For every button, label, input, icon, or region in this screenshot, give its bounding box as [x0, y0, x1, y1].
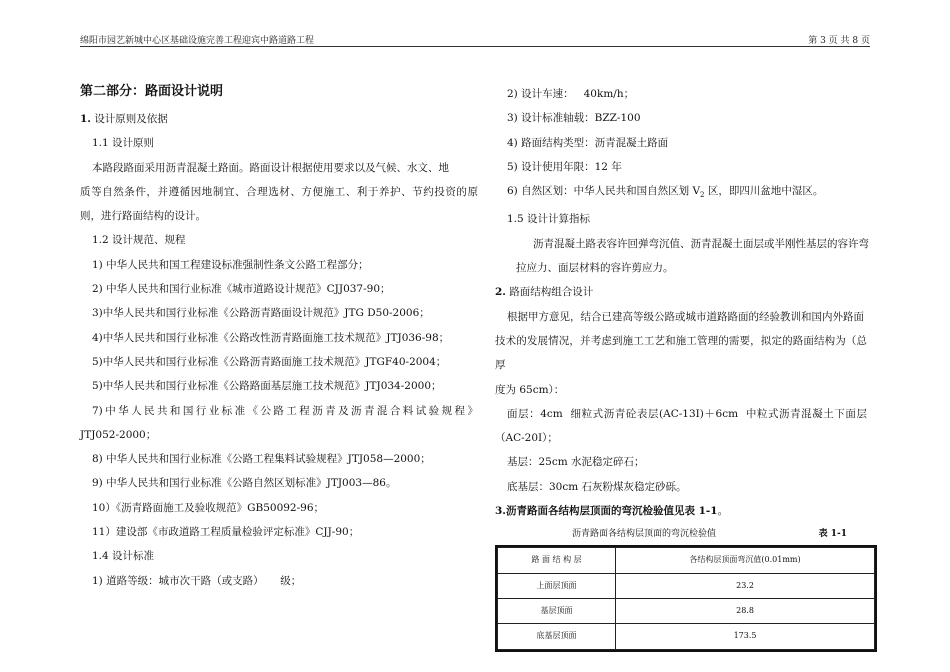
spec-item: 1) 中华人民共和国工程建设标准强制性条文公路工程部分；	[92, 258, 369, 271]
standard-item-2: 2) 设计车速： 40km/h；	[507, 88, 635, 100]
standard-item-6-subscript: 2	[700, 191, 705, 200]
header-project-title: 绵阳市园艺新城中心区基础设施完善工程迎宾中路道路工程	[80, 36, 315, 46]
spec-item-7-line-2: JTJ052-2000；	[80, 428, 157, 441]
surface-layer-line-1: 面层：4cm 细粒式沥青砼表层(AC-13I)＋6cm 中粒式沥青混凝土下面层	[507, 407, 867, 420]
section-2-number: 2.	[495, 286, 506, 299]
spec-item-8: 8) 中华人民共和国行业标准《公路工程集料试验规程》JTJ058—2000；	[92, 453, 431, 466]
page-header	[80, 33, 870, 47]
spec-item-9: 9) 中华人民共和国行业标准《公路自然区划标准》JTJ003—86。	[92, 477, 397, 490]
table-header-cell: 路 面 结 构 层	[498, 548, 616, 573]
standard-item-5: 5) 设计使用年限：12 年	[507, 160, 622, 173]
section-3-heading	[495, 499, 867, 523]
subbase-layer: 底基层：30cm 石灰粉煤灰稳定砂砾。	[507, 480, 687, 493]
header-rule	[80, 46, 870, 47]
left-column	[80, 80, 478, 593]
table-header-cell: 各结构层顶面弯沉值(0.01mm)	[616, 548, 875, 573]
subsection-1-5: 1.5 设计计算指标	[507, 213, 591, 226]
base-layer: 基层：25cm 水泥稳定碎石；	[507, 456, 645, 469]
spec-item: 4)中华人民共和国行业标准《公路改性沥青路面施工技术规范》JTJ036-98；	[92, 331, 450, 344]
para-1-line-1: 本路段路面采用沥青混凝土路面。路面设计根据使用要求以及气候、水文、地	[92, 161, 449, 174]
spec-item: 5)中华人民共和国行业标准《公路沥青路面施工技术规范》JTGF40-2004；	[92, 355, 447, 368]
spec-item-10: 10）《沥青路面施工及验收规范》GB50092-96；	[92, 501, 325, 514]
standard-item-3: 3) 设计标准轴载：BZZ-100	[507, 112, 641, 125]
table-row	[498, 573, 875, 598]
para-2-line-1: 根据甲方意见，结合已建高等级公路或城市道路路面的经验教训和国内外路面	[507, 310, 864, 323]
para-1-line-2: 质等自然条件，并遵循因地制宜、合理选材、方便施工、利于养护、节约投资的原	[80, 185, 478, 198]
standard-item-6-tail: 区，即四川盆地中湿区。	[704, 185, 824, 198]
spec-item: 5)中华人民共和国行业标准《公路路面基层施工技术规范》JTJ034-2000；	[92, 380, 442, 393]
table-caption: 沥青路面各结构层顶面的弯沉检验值	[572, 529, 717, 540]
section-1-number: 1.	[80, 113, 91, 125]
table-cell: 基层顶面	[498, 598, 616, 623]
table-cell: 底基层顶面	[498, 624, 616, 649]
table-header-row	[498, 548, 875, 573]
deflection-table-frame	[495, 545, 877, 651]
section-3-number: 3.	[495, 505, 506, 518]
para-1-5-line-1: 沥青混凝土路表容许回弹弯沉值、沥青混凝土面层或半刚性基层的容许弯	[533, 237, 869, 250]
spec-item: 3)中华人民共和国行业标准《公路沥青路面设计规范》JTG D50-2006；	[92, 307, 430, 320]
section-3-end: 。	[717, 505, 729, 518]
section-2-heading	[495, 280, 867, 304]
table-number: 表 1-1	[818, 529, 847, 540]
section-3-table-ref: 1-1	[698, 505, 718, 518]
section-2-title: 路面结构组合设计	[509, 286, 594, 299]
right-column	[495, 82, 867, 661]
subsection-1-1: 1.1 设计原则	[92, 137, 155, 150]
para-2-line-2: 技术的发展情况，并考虑到施工工艺和施工管理的需要，拟定的路面结构为（总厚	[495, 334, 867, 372]
table-row	[498, 598, 875, 623]
para-1-5-line-2: 拉应力、面层材料的容许剪应力。	[516, 262, 674, 275]
standard-item-6-text: 6) 自然区划：中华人民共和国自然区划 V	[507, 185, 701, 198]
surface-layer-line-2: （AC-20I）；	[495, 432, 558, 445]
section-1-title: 设计原则及依据	[94, 113, 168, 125]
table-cell: 上面层顶面	[498, 573, 616, 598]
subsection-1-2: 1.2 设计规范、规程	[92, 234, 186, 247]
standard-item-1: 1) 道路等级：城市次干路（或支路） 级；	[92, 574, 302, 587]
table-caption-row	[495, 523, 867, 545]
header-page-number: 第 3 页 共 8 页	[808, 36, 870, 46]
table-row	[498, 624, 875, 649]
subsection-1-4: 1.4 设计标准	[92, 550, 155, 563]
part-title: 第二部分：路面设计说明	[80, 84, 224, 99]
standard-item-6	[495, 179, 867, 207]
spec-item-11: 11）建设部《市政道路工程质量检验评定标准》CJJ-90；	[92, 526, 360, 539]
spec-item: 2) 中华人民共和国行业标准《城市道路设计规范》CJJ037-90；	[92, 283, 391, 296]
para-1-line-3: 则，进行路面结构的设计。	[80, 210, 206, 223]
spec-item-7-line-1: 7)中华人民共和国行业标准《公路工程沥青及沥青混合料试验规程》	[92, 404, 478, 417]
table-cell: 173.5	[616, 624, 875, 649]
section-3-title: 沥青路面各结构层顶面的弯沉检验值见表	[505, 505, 699, 518]
section-1-heading	[80, 107, 478, 131]
standard-item-4: 4) 路面结构类型：沥青混凝土路面	[507, 136, 669, 149]
deflection-table	[497, 547, 875, 649]
para-2-line-3: 度为 65cm）：	[495, 383, 565, 396]
table-cell: 23.2	[616, 573, 875, 598]
table-cell: 28.8	[616, 598, 875, 623]
